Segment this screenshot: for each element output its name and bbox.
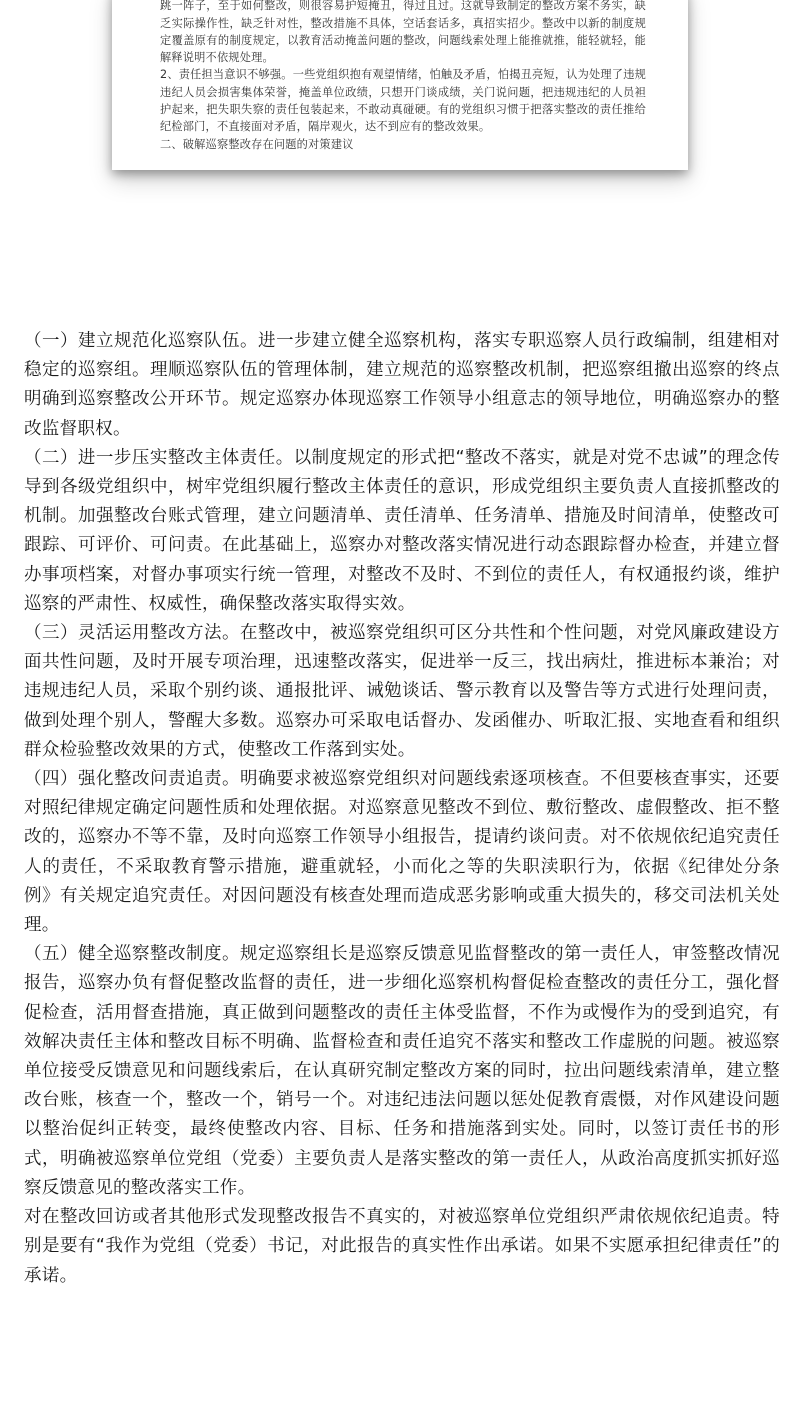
body-paragraph-6: 对在整改回访或者其他形式发现整改报告不真实的，对被巡察单位党组织严肃依规依纪追责。特别是要有“我作为党组（党委）书记，对此报告的真实性作出承诺。如果不实愿承担纪律责任”的承诺。 xyxy=(24,1207,780,1286)
preview-paragraph: 2、责任担当意识不够强。一些党组织抱有观望情绪，怕触及矛盾，怕揭丑亮短，认为处理了违规违纪人员会损害集体荣誉，掩盖单位政绩，只想开门谈成绩，关门说问题，把违规违纪的人员袒护起来，把失职失察的责任包装起来，不敢动真碰硬。有的党组织习惯于把落实整改的责任推给纪检部门，不直接面对矛盾，隔岸观火，达不到应有的整改效果。 xyxy=(160,68,646,134)
document-body xyxy=(24,327,780,1291)
body-paragraph-2: （二）进一步压实整改主体责任。以制度规定的形式把“整改不落实，就是对党不忠诚”的理念传导到各级党组织中，树牢党组织履行整改主体责任的意识，形成党组织主要负责人直接抓整改的机制。加强整改台账式管理，建立问题清单、责任清单、任务清单、措施及时间清单，使整改可跟踪、可评价、可问责。在此基础上，巡察办对整改落实情况进行动态跟踪督办检查，并建立督办事项档案，对督办事项实行统一管理，对整改不及时、不到位的责任人，有权通报约谈，维护巡察的严肃性、权威性，确保整改落实取得实效。 xyxy=(24,447,780,614)
body-paragraph-4: （四）强化整改问责追责。明确要求被巡察党组织对问题线索逐项核查。不但要核查事实，还要对照纪律规定确定问题性质和处理依据。对巡察意见整改不到位、敷衍整改、虚假整改、拒不整改的，巡察办不等不靠，及时向巡察工作领导小组报告，提请约谈问责。对不依规依纪追究责任人的责任，不采取教育警示措施，避重就轻，小而化之等的失职渎职行为，依据《纪律处分条例》有关规定追究责任。对因问题没有核查处理而造成恶劣影响或重大损失的，移交司法机关处理。 xyxy=(24,769,780,936)
body-paragraph-1: （一）建立规范化巡察队伍。进一步建立健全巡察机构，落实专职巡察人员行政编制，组建相对稳定的巡察组。理顺巡察队伍的管理体制，建立规范的巡察整改机制，把巡察组撤出巡察的终点明确到巡察整改公开环节。规定巡察办体现巡察工作领导小组意志的领导地位，明确巡察办的整改监督职权。 xyxy=(24,331,780,439)
preview-paragraph: 跳一阵子，至于如何整改，则很容易护短掩丑，得过且过。这就导致制定的整改方案不务实，缺乏实际操作性，缺乏针对性，整改措施不具体，空话套话多，真招实招少。整改中以新的制度规定覆盖原有的制度规定，以教育活动掩盖问题的整改，问题线索处理上能推就推，能轻就轻，能解释说明不依规处理。 xyxy=(160,0,646,65)
body-paragraph-3: （三）灵活运用整改方法。在整改中，被巡察党组织可区分共性和个性问题，对党风廉政建设方面共性问题，及时开展专项治理，迅速整改落实，促进举一反三，找出病灶，推进标本兼治；对违规违纪人员，采取个别约谈、通报批评、诫勉谈话、警示教育以及警告等方式进行处理问责，做到处理个别人，警醒大多数。巡察办可采取电话督办、发函催办、听取汇报、实地查看和组织群众检验整改效果的方式，使整改工作落到实处。 xyxy=(24,623,780,760)
document-preview-card xyxy=(112,0,688,170)
body-paragraph-5: （五）健全巡察整改制度。规定巡察组长是巡察反馈意见监督整改的第一责任人，审签整改情况报告，巡察办负有督促整改监督的责任，进一步细化巡察机构督促检查整改的责任分工，强化督促检查，活用督查措施，真正做到问题整改的责任主体受监督，不作为或慢作为的受到追究，有效解决责任主体和整改目标不明确、监督检查和责任追究不落实和整改工作虚脱的问题。被巡察单位接受反馈意见和问题线索后，在认真研究制定整改方案的同时，拉出问题线索清单，建立整改台账，核查一个，整改一个，销号一个。对违纪违法问题以惩处促教育震慑，对作风建设问题以整治促纠正转变，最终使整改内容、目标、任务和措施落到实处。同时，以签订责任书的形式，明确被巡察单位党组（党委）主要负责人是落实整改的第一责任人，从政治高度抓实抓好巡察反馈意见的整改落实工作。 xyxy=(24,944,780,1198)
preview-heading: 二、破解巡察整改存在问题的对策建议 xyxy=(160,137,354,151)
preview-text xyxy=(160,0,646,153)
